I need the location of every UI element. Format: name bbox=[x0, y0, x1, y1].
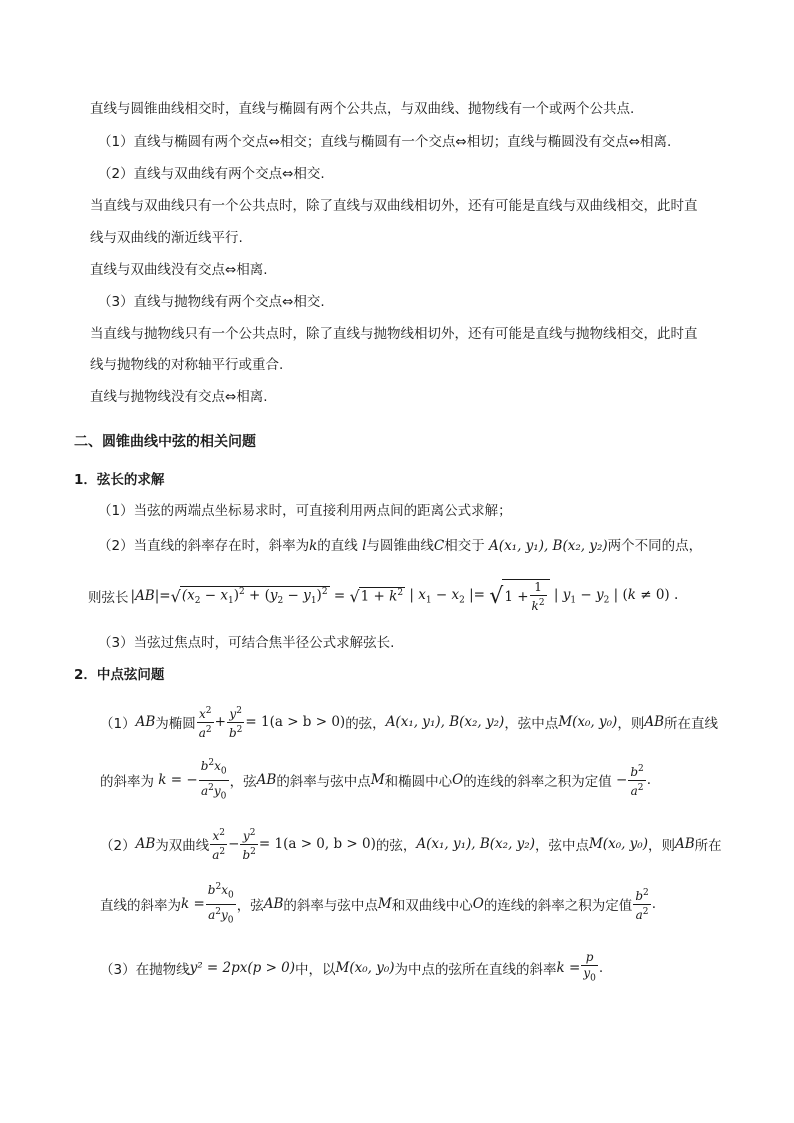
paragraph-parabola-no-intersect: 直线与抛物线没有交点⇔相离. bbox=[90, 389, 268, 405]
paragraph-parabola-line2: 线与抛物线的对称轴平行或重合. bbox=[90, 357, 284, 373]
subsection-heading-midpoint-chord: 2．中点弦问题 bbox=[74, 667, 165, 683]
list-item-parabola: （3）直线与抛物线有两个交点⇔相交. bbox=[98, 294, 325, 310]
paragraph-hyperbola-line2: 线与双曲线的渐近线平行. bbox=[90, 230, 243, 246]
midpoint-ellipse-line1: （1） AB 为椭圆 $\frac{x^2}{a^2}$ + $\frac{y^2}{b^2}$ = 1(a > b > 0) 的弦， A(x₁, y₁), B(x₂, y₂) ，弦中点 M(x₀, y₀) ，则 AB 所在直线 bbox=[100, 705, 718, 740]
list-item-hyperbola: （2）直线与双曲线有两个交点⇔相交. bbox=[98, 166, 325, 182]
section-heading: 二、圆锥曲线中弦的相关问题 bbox=[74, 434, 256, 450]
list-item-ellipse: （1）直线与椭圆有两个交点⇔相交；直线与椭圆有一个交点⇔相切；直线与椭圆没有交点⇔相离. bbox=[98, 134, 672, 150]
points-AB: A(x₁, y₁), B(x₂, y₂) bbox=[489, 538, 608, 554]
chord-length-item3: （3）当弦过焦点时，可结合焦半径公式求解弦长. bbox=[98, 635, 395, 651]
paragraph-intro: 直线与圆锥曲线相交时，直线与椭圆有两个公共点，与双曲线、抛物线有一个或两个公共点. bbox=[90, 101, 635, 117]
midpoint-hyperbola-line2: 直线的斜率为 k = $\frac{b^2x_0}{a^2y_0}$ ，弦 AB 的斜率与弦中点 M 和双曲线中心 O 的连线的斜率之积为定值 $\frac{b^2}{a^2}$ . bbox=[100, 882, 657, 925]
chord-length-item1: （1）当弦的两端点坐标易求时，可直接利用两点间的距离公式求解； bbox=[98, 503, 512, 519]
paragraph-hyperbola-line1: 当直线与双曲线只有一个公共点时，除了直线与双曲线相切外，还有可能是直线与双曲线相交，此时直 bbox=[90, 198, 698, 214]
midpoint-hyperbola-line1: （2） AB 为双曲线 $\frac{x^2}{a^2}$ − $\frac{y^2}{b^2}$ = 1(a > 0, b > 0) 的弦， A(x₁, y₁), B(x₂, y₂) ，弦中点 M(x₀, y₀) ，则 AB 所在 bbox=[100, 827, 722, 862]
chord-length-item2: （2）当直线的斜率存在时，斜率为k的直线 l与圆锥曲线C相交于 A(x₁, y₁), B(x₂, y₂)两个不同的点， bbox=[98, 538, 703, 554]
chord-length-formula: 则弦长 | AB |= √ $(x_2 - x_1)^2 + (y_2 - y_1)^2$ = √ $1 + k^2$ | $x_1 - x_2$ |= √ 1 + $\frac{1}{k^2}$ | $y_1 - y_2$ | (k ≠ 0) . bbox=[88, 579, 679, 613]
midpoint-parabola-line: （3）在抛物线 y² = 2px(p > 0) 中，以 M(x₀, y₀) 为中点的弦所在直线的斜率 k = $\frac{p}{y_0}$ . bbox=[100, 949, 604, 984]
paragraph-hyperbola-no-intersect: 直线与双曲线没有交点⇔相离. bbox=[90, 262, 268, 278]
paragraph-parabola-line1: 当直线与抛物线只有一个公共点时，除了直线与抛物线相切外，还有可能是直线与抛物线相交，此时直 bbox=[90, 326, 698, 342]
subsection-heading-chord-length: 1．弦长的求解 bbox=[74, 472, 165, 488]
midpoint-ellipse-line2: 的斜率为 k = − $\frac{b^2x_0}{a^2y_0}$ ，弦 AB 的斜率与弦中点 M 和椭圆中心 O 的连线的斜率之积为定值 − $\frac{b^2}{a^2}$ . bbox=[100, 758, 652, 801]
